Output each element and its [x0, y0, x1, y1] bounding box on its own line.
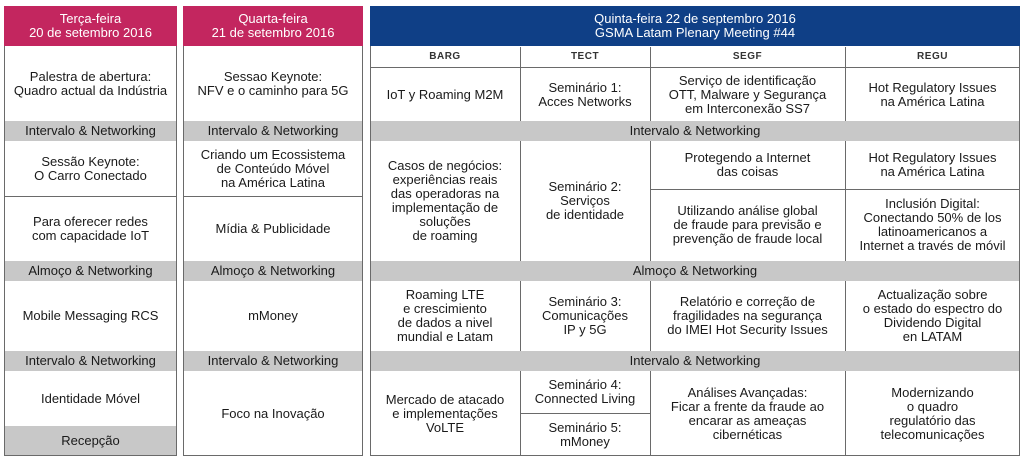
wednesday-media-session: Mídia & Publicidade	[215, 220, 331, 236]
thursday-break-1: Intervalo & Networking	[371, 121, 1019, 141]
thursday-lunch: Almoço & Networking	[371, 261, 1019, 281]
wednesday-break-2: Intervalo & Networking	[184, 351, 362, 371]
divider	[845, 371, 846, 456]
tect-session-4: Seminário 4: Connected Living	[534, 377, 636, 406]
divider	[520, 47, 521, 121]
tuesday-break-1: Intervalo & Networking	[5, 121, 176, 141]
divider	[650, 47, 651, 121]
segf-session-2a: Protegendo a Internet das coisas	[684, 150, 811, 179]
barg-session-4: Mercado de atacado e implementações VoLTE	[385, 391, 505, 435]
group-header-tect: TECT	[570, 51, 600, 62]
group-header-segf: SEGF	[732, 51, 763, 62]
divider	[520, 371, 521, 456]
divider	[650, 281, 651, 351]
barg-session-1: IoT y Roaming M2M	[386, 86, 504, 102]
segf-session-2b: Utilizando análise global de fraude para previsão e prevenção de fraude local	[672, 203, 823, 246]
segf-session-4: Análises Avançadas: Ficar a frente da fraude ao encarar as ameaças cibernéticas	[670, 384, 825, 442]
wednesday-header: Quarta-feira 21 de setembro 2016	[183, 6, 363, 46]
divider	[520, 141, 521, 261]
tuesday-break-2: Intervalo & Networking	[5, 351, 176, 371]
group-header-regu: REGU	[917, 51, 948, 62]
divider	[845, 141, 846, 261]
divider	[845, 281, 846, 351]
segf-session-1: Serviço de identificação OTT, Malware y Segurança em Interconexão SS7	[668, 72, 827, 116]
barg-session-3: Roaming LTE e crescimiento de dados a nivel mundial e Latam	[396, 287, 494, 344]
tuesday-iot-session: Para oferecer redes com capacidade IoT	[31, 213, 150, 243]
tuesday-keynote: Sessão Keynote: O Carro Conectado	[34, 153, 147, 183]
tect-session-2: Seminário 2: Serviços de identidade	[545, 178, 625, 222]
tuesday-identity-session: Identidade Móvel	[40, 390, 140, 406]
wednesday-lunch: Almoço & Networking	[184, 261, 362, 281]
regu-session-2b: Inclusión Digital: Conectando 50% de los latinoamericanos a Internet a través de móvil	[859, 196, 1006, 253]
regu-session-2a: Hot Regulatory Issues na América Latina	[868, 150, 997, 179]
wednesday-ecosystem-session: Criando um Ecossistema de Conteúdo Móvel na América Latina	[200, 146, 346, 190]
segf-session-3: Relatório e correção de fragilidades na segurança do IMEI Hot Security Issues	[667, 294, 828, 337]
divider	[650, 371, 651, 456]
regu-session-1: Hot Regulatory Issues na América Latina	[868, 79, 997, 109]
wednesday-innovation-session: Foco na Inovação	[221, 405, 325, 421]
tect-session-5: Seminário 5: mMoney	[548, 420, 622, 449]
tuesday-header: Terça-feira 20 de setembro 2016	[4, 6, 177, 46]
tuesday-opening-session: Palestra de abertura: Quadro actual da Indústria	[13, 68, 168, 98]
tect-session-3: Seminário 3: Comunicações IP y 5G	[542, 294, 628, 337]
thursday-header: Quinta-feira 22 de septembro 2016 GSMA Latam Plenary Meeting #44	[370, 6, 1020, 46]
barg-session-2: Casos de negócios: experiências reais das operadoras na implementação de soluções de roaming	[387, 157, 503, 243]
wednesday-break-1: Intervalo & Networking	[184, 121, 362, 141]
tuesday-lunch: Almoço & Networking	[5, 261, 176, 281]
regu-session-4: Modernizando o quadro regulatório das telecomunicações	[880, 384, 985, 442]
tuesday-reception: Recepção	[5, 426, 176, 455]
tect-session-1: Seminário 1: Acces Networks	[538, 79, 632, 109]
regu-session-3: Actualização sobre o estado do espectro do Dividendo Digital en LATAM	[862, 287, 1003, 344]
divider	[650, 141, 651, 261]
group-header-barg: BARG	[429, 51, 461, 62]
wednesday-keynote: Sessao Keynote: NFV e o caminho para 5G	[197, 68, 349, 98]
divider	[520, 281, 521, 351]
thursday-break-2: Intervalo & Networking	[371, 351, 1019, 371]
wednesday-mmoney-session: mMoney	[248, 308, 298, 323]
tuesday-rcs-session: Mobile Messaging RCS	[22, 308, 159, 323]
divider	[845, 47, 846, 121]
